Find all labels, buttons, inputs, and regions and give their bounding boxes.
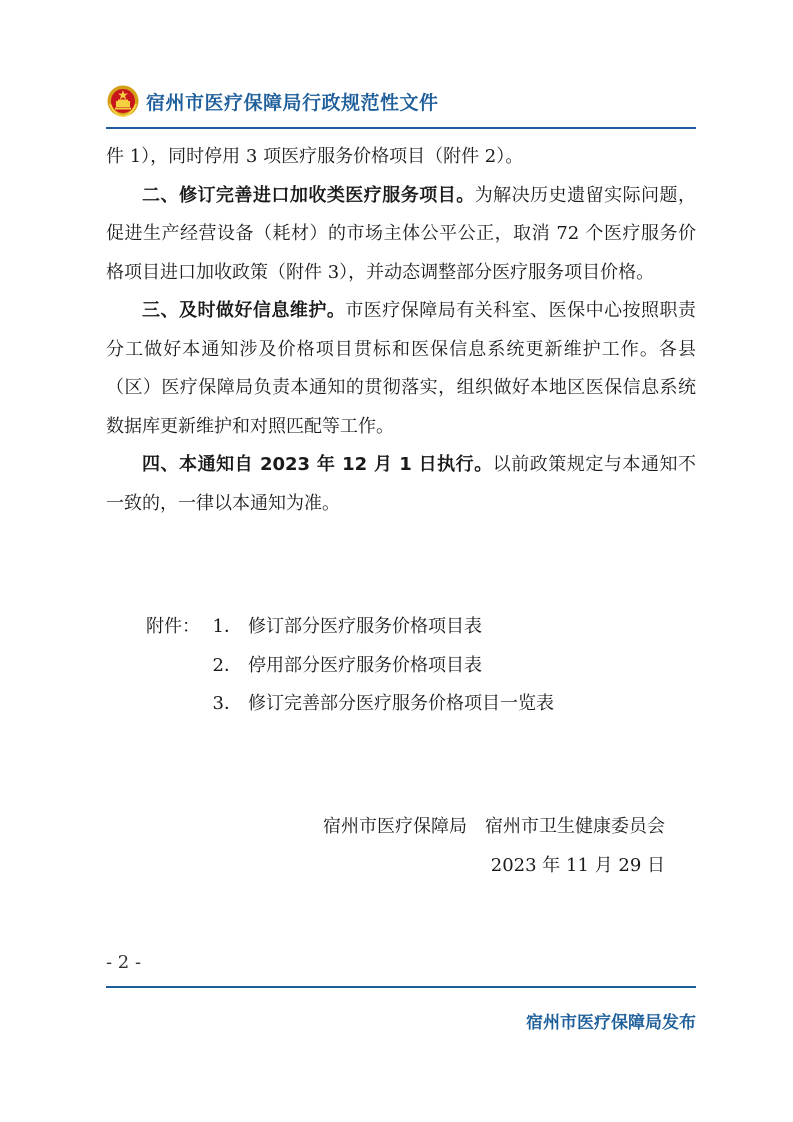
attachment-item — [146, 685, 554, 724]
paragraph-3 — [106, 292, 696, 446]
document-header — [106, 84, 696, 130]
footer-publisher: 宿州市医疗保障局发布 — [526, 1013, 696, 1033]
issue-date: 2023 年 11 月 29 日 — [490, 854, 665, 876]
section-heading-2: 二、修订完善进口加收类医疗服务项目。 — [142, 184, 475, 206]
header-divider — [106, 127, 696, 129]
section-text-3: 市医疗保障局有关科室、医保中心按照职责分工做好本通知涉及价格项目贯标和医保信息系统更新维护工作。各县（区）医疗保障局负责本通知的贯彻落实，组织做好本地区医保信息系统数据库更新维护和对照匹配等工作。 — [106, 300, 697, 437]
paragraph-4 — [106, 446, 696, 523]
section-text-2: 为解决历史遗留实际问题，促进生产经营设备（耗材）的市场主体公平公正，取消 72 个医疗服务价格项目进口加收政策（附件 3），并动态调整部分医疗服务项目价格。 — [106, 184, 697, 283]
attachments-list — [146, 608, 554, 724]
issuing-organizations: 宿州市医疗保障局 宿州市卫生健康委员会 — [323, 816, 665, 837]
attachment-number: 3． — [212, 693, 242, 714]
attachment-number: 2． — [212, 654, 242, 676]
attachment-title: 停用部分医疗服务价格项目表 — [248, 654, 482, 676]
national-emblem-icon — [106, 84, 140, 118]
header-title: 宿州市医疗保障局行政规范性文件 — [146, 92, 439, 114]
paragraph-2 — [106, 177, 696, 293]
signature-block — [323, 808, 665, 885]
attachments-label: 附件： — [146, 616, 200, 637]
footer-divider — [106, 986, 696, 988]
paragraph-continuation: 件 1），同时停用 3 项医疗服务价格项目（附件 2）。 — [106, 146, 524, 167]
section-heading-4: 四、本通知自 2023 年 12 月 1 日执行。 — [142, 454, 493, 475]
section-heading-3: 三、及时做好信息维护。 — [142, 300, 346, 321]
attachment-title: 修订部分医疗服务价格项目表 — [248, 616, 482, 637]
section-text-4: 以前政策规定与本通知不一致的，一律以本通知为准。 — [106, 454, 696, 514]
page-number: - 2 - — [106, 952, 142, 973]
attachment-item — [146, 647, 554, 686]
attachment-title: 修订完善部分医疗服务价格项目一览表 — [248, 693, 554, 714]
attachment-number: 1． — [212, 616, 242, 637]
document-body — [106, 138, 696, 523]
attachment-item — [146, 608, 554, 647]
